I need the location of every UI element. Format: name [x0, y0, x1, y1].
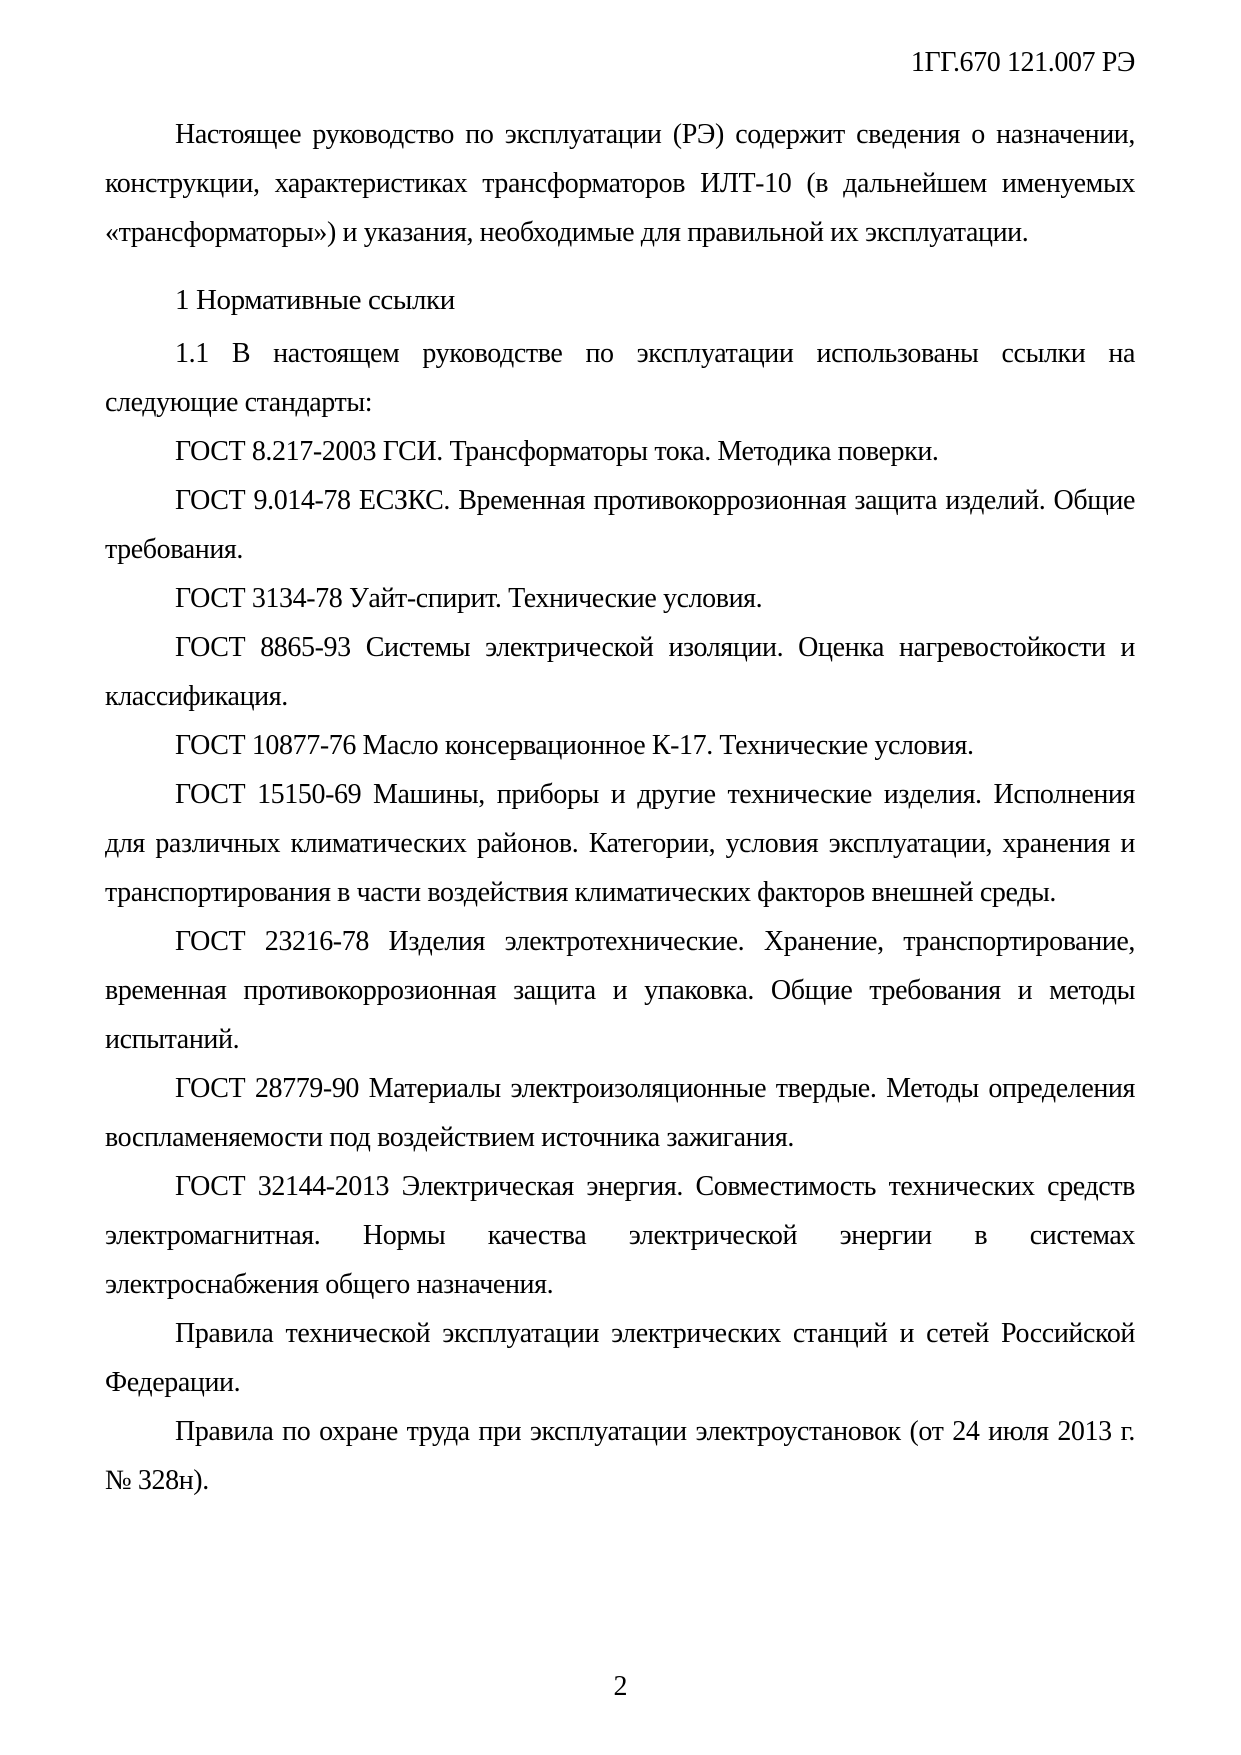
body-paragraph: ГОСТ 15150-69 Машины, приборы и другие технические изделия. Исполнения для различных климатических районов. Категории, условия эксплуатации, хранения и транспортирования в части воздействия климатических факторов внешней среды.: [105, 779, 1135, 908]
normative-references-list: [105, 329, 1135, 1505]
body-paragraph: Правила технической эксплуатации электрических станций и сетей Российской Федерации.: [105, 1318, 1135, 1398]
section-heading: 1 Нормативные ссылки: [175, 284, 455, 316]
intro-paragraph: Настоящее руководство по эксплуатации (РЭ) содержит сведения о назначении, конструкции, характеристиках трансформаторов ИЛТ-10 (в дальнейшем именуемых «трансформаторы») и указания, необходимые для правильной их эксплуатации.: [105, 119, 1135, 248]
body-paragraph: ГОСТ 8.217-2003 ГСИ. Трансформаторы тока. Методика поверки.: [175, 436, 939, 467]
body-paragraph: ГОСТ 10877-76 Масло консервационное К-17. Технические условия.: [175, 730, 974, 761]
body-paragraph: ГОСТ 3134-78 Уайт-спирит. Технические условия.: [175, 583, 763, 614]
doc-code-header: 1ГГ.670 121.007 РЭ: [910, 47, 1135, 78]
body-paragraph: ГОСТ 28779-90 Материалы электроизоляционные твердые. Методы определения воспламеняемости под воздействием источника зажигания.: [105, 1073, 1135, 1153]
page-number: 2: [613, 1671, 628, 1702]
body-paragraph: Правила по охране труда при эксплуатации электроустановок (от 24 июля 2013 г. № 328н).: [105, 1416, 1135, 1496]
body-paragraph: ГОСТ 32144-2013 Электрическая энергия. Совместимость технических средств электромагнитная. Нормы качества электрической энергии в системах электроснабжения общего назначения.: [105, 1171, 1135, 1300]
body-paragraph: ГОСТ 8865-93 Системы электрической изоляции. Оценка нагревостойкости и классификация.: [105, 632, 1135, 712]
body-paragraph: ГОСТ 23216-78 Изделия электротехнические. Хранение, транспортирование, временная противокоррозионная защита и упаковка. Общие требования и методы испытаний.: [105, 926, 1135, 1055]
body-paragraph: 1.1 В настоящем руководстве по эксплуатации использованы ссылки на следующие стандарты:: [105, 338, 1135, 418]
body-paragraph: ГОСТ 9.014-78 ЕСЗКС. Временная противокоррозионная защита изделий. Общие требования.: [105, 485, 1135, 565]
